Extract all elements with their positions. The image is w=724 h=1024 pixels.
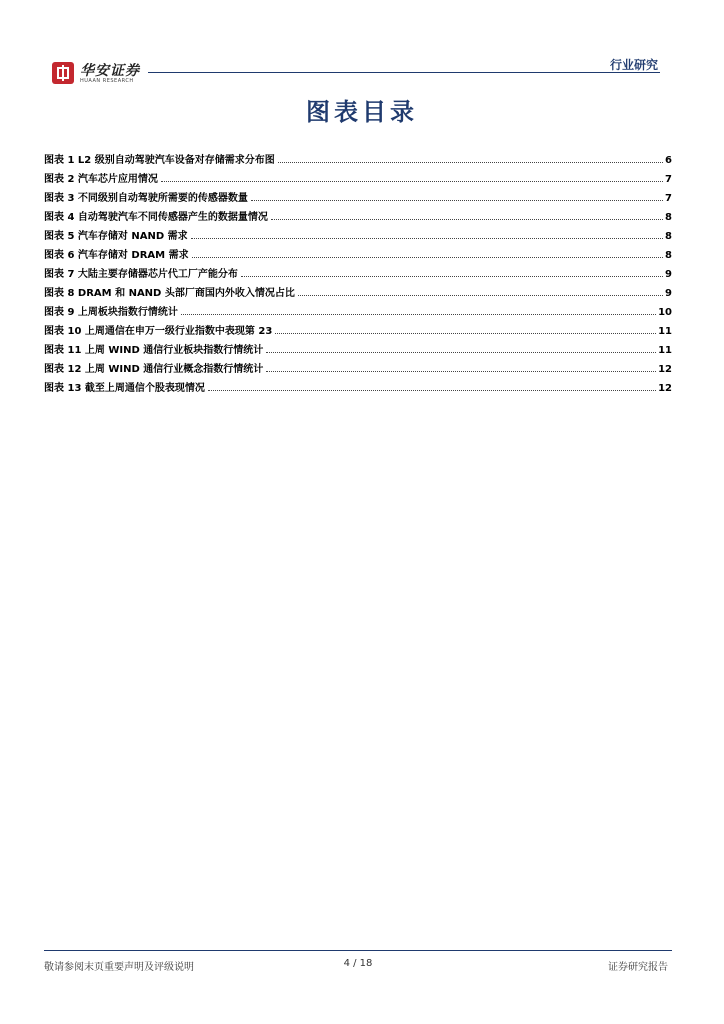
logo-text-en: HUAAN RESEARCH (80, 78, 134, 84)
toc-item-label: 图表 13 截至上周通信个股表现情况 (44, 383, 205, 394)
footer-report-type: 证券研究报告 (608, 962, 668, 973)
toc-item[interactable] (44, 337, 672, 356)
toc-item[interactable] (44, 242, 672, 261)
toc-item[interactable] (44, 166, 672, 185)
toc-item-page: 12 (658, 364, 672, 375)
toc-leader (266, 370, 656, 372)
toc-item-label: 图表 5 汽车存储对 NAND 需求 (44, 231, 188, 242)
section-label: 行业研究 (609, 58, 658, 72)
toc-leader (208, 389, 656, 391)
figure-toc (44, 147, 672, 394)
toc-item[interactable] (44, 375, 672, 394)
toc-item[interactable] (44, 280, 672, 299)
toc-item-label: 图表 9 上周板块指数行情统计 (44, 307, 178, 318)
toc-item[interactable] (44, 185, 672, 204)
toc-leader (275, 332, 656, 334)
toc-item[interactable] (44, 261, 672, 280)
toc-item[interactable] (44, 356, 672, 375)
toc-item[interactable] (44, 299, 672, 318)
toc-item-page: 10 (658, 307, 672, 318)
toc-item[interactable] (44, 223, 672, 242)
page-footer (44, 950, 672, 974)
toc-item-label: 图表 1 L2 级别自动驾驶汽车设备对存储需求分布图 (44, 155, 275, 166)
toc-leader (181, 313, 656, 315)
toc-item-label: 图表 12 上周 WIND 通信行业概念指数行情统计 (44, 364, 264, 375)
page-number: 4 / 18 (343, 958, 373, 969)
toc-leader (271, 218, 663, 220)
company-logo (52, 62, 212, 90)
toc-leader (266, 351, 656, 353)
toc-item-label: 图表 6 汽车存储对 DRAM 需求 (44, 250, 189, 261)
toc-leader (298, 294, 663, 296)
footer-disclaimer: 敬请参阅末页重要声明及评级说明 (44, 962, 194, 973)
toc-leader (241, 275, 663, 277)
toc-item-page: 8 (665, 231, 672, 242)
toc-item-page: 11 (658, 345, 672, 356)
toc-item[interactable] (44, 318, 672, 337)
toc-item[interactable] (44, 147, 672, 166)
logo-seal-icon (52, 62, 74, 84)
toc-item-label: 图表 3 不同级别自动驾驶所需要的传感器数量 (44, 193, 248, 204)
toc-item-label: 图表 2 汽车芯片应用情况 (44, 174, 158, 185)
logo-text-cn: 华安证券 (80, 63, 140, 79)
toc-item-label: 图表 11 上周 WIND 通信行业板块指数行情统计 (44, 345, 264, 356)
toc-leader (251, 199, 663, 201)
toc-item[interactable] (44, 204, 672, 223)
toc-leader (191, 237, 663, 239)
page-header (44, 56, 660, 90)
header-divider (148, 72, 660, 73)
toc-item-page: 7 (665, 174, 672, 185)
footer-divider (44, 950, 672, 951)
toc-leader (192, 256, 663, 258)
toc-item-label: 图表 8 DRAM 和 NAND 头部厂商国内外收入情况占比 (44, 288, 295, 299)
toc-item-page: 7 (665, 193, 672, 204)
toc-item-label: 图表 7 大陆主要存储器芯片代工厂产能分布 (44, 269, 238, 280)
toc-item-label: 图表 10 上周通信在申万一级行业指数中表现第 23 (44, 326, 273, 337)
toc-item-page: 9 (665, 269, 672, 280)
toc-item-page: 6 (665, 155, 672, 166)
toc-item-page: 8 (665, 250, 672, 261)
page-title: 图表目录 (306, 98, 418, 126)
toc-leader (278, 161, 663, 163)
toc-item-page: 9 (665, 288, 672, 299)
toc-item-page: 8 (665, 212, 672, 223)
toc-item-label: 图表 4 自动驾驶汽车不同传感器产生的数据量情况 (44, 212, 268, 223)
toc-leader (161, 180, 663, 182)
toc-item-page: 11 (658, 326, 672, 337)
toc-item-page: 12 (658, 383, 672, 394)
